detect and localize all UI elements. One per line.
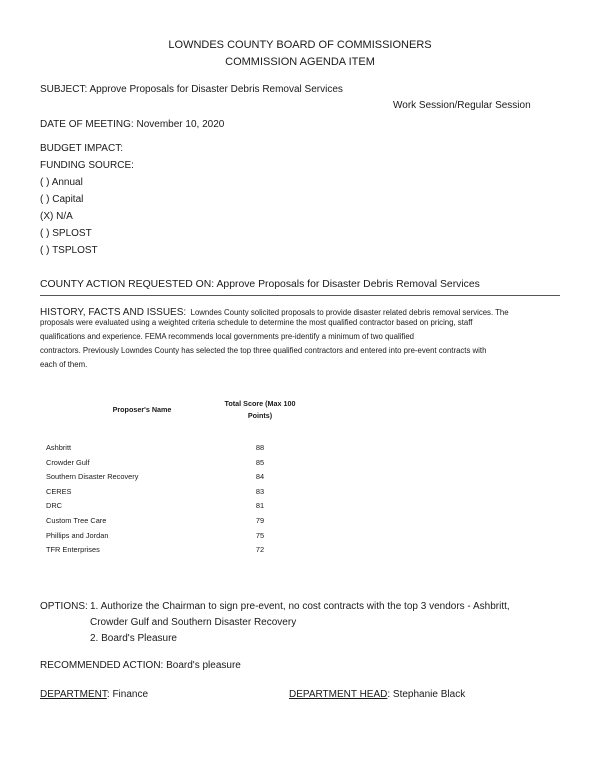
checkbox-mark: ( ) — [40, 228, 50, 239]
department-head-label: DEPARTMENT HEAD — [289, 689, 388, 700]
meeting-date-value: November 10, 2020 — [136, 119, 225, 130]
funding-source-label: FUNDING SOURCE: — [40, 160, 134, 171]
department-head-value: Stephanie Black — [392, 689, 466, 700]
subject-label: SUBJECT: — [40, 84, 88, 95]
options-label: OPTIONS: — [40, 601, 88, 612]
table-header-score-cont: Points) — [247, 411, 273, 420]
county-action-line — [40, 279, 480, 290]
section-divider — [40, 295, 560, 296]
funding-option-capital — [40, 194, 83, 205]
meeting-date-label: DATE OF MEETING: — [40, 119, 134, 130]
table-header-name: Proposer's Name — [112, 405, 172, 414]
table-row — [0, 516, 600, 529]
table-row — [0, 472, 600, 485]
history-line-5: each of them. — [40, 360, 88, 369]
option-1: 1. Authorize the Chairman to sign pre-event, no cost contracts with the top 3 vendors - Ashbritt, — [90, 601, 510, 612]
subject-value: Approve Proposals for Disaster Debris Removal Services — [89, 84, 343, 95]
funding-option-label: TSPLOST — [52, 245, 98, 256]
meeting-date-line — [40, 119, 224, 130]
document-subtitle: COMMISSION AGENDA ITEM — [225, 56, 375, 68]
proposer-name: TFR Enterprises — [46, 545, 100, 554]
proposer-score: 85 — [255, 458, 265, 467]
department-head-line: DEPARTMENT HEAD: Stephanie Black — [289, 689, 466, 700]
table-row — [0, 501, 600, 514]
checkbox-mark: ( ) — [40, 177, 50, 188]
proposer-name: Phillips and Jordan — [46, 531, 109, 540]
subject-line — [40, 84, 343, 95]
table-row — [0, 531, 600, 544]
proposer-score: 79 — [255, 516, 265, 525]
history-line-2: proposals were evaluated using a weighted criteria schedule to determine the most qualified contractor based on pricing, staff — [40, 318, 473, 327]
proposer-name: Crowder Gulf — [46, 458, 90, 467]
proposer-score: 81 — [255, 501, 265, 510]
proposer-name: DRC — [46, 501, 63, 510]
funding-option-label: Annual — [51, 177, 83, 188]
history-text: Lowndes County solicited proposals to provide disaster related debris removal services. The — [190, 308, 509, 317]
checkbox-mark: ( ) — [40, 194, 50, 205]
checkbox-mark-checked: (X) — [40, 211, 54, 222]
history-label: HISTORY, FACTS AND ISSUES: — [40, 307, 187, 318]
funding-option-label: Capital — [52, 194, 84, 205]
recommended-action-label: RECOMMENDED ACTION: — [40, 660, 164, 671]
funding-option-splost — [40, 228, 92, 239]
history-line-4: contractors. Previously Lowndes County has selected the top three qualified contractors and entered into pre-event contracts with — [40, 346, 487, 355]
department-label: DEPARTMENT — [40, 689, 107, 700]
proposer-score: 72 — [255, 545, 265, 554]
option-2: 2. Board's Pleasure — [90, 633, 177, 644]
table-row — [0, 458, 600, 471]
proposer-name: Ashbritt — [46, 443, 72, 452]
funding-option-label: N/A — [56, 211, 73, 222]
department-line: DEPARTMENT: Finance — [40, 689, 149, 700]
recommended-action-value: Board's pleasure — [166, 660, 241, 671]
proposer-score: 75 — [255, 531, 265, 540]
table-header-score: Total Score (Max 100 — [224, 399, 296, 408]
county-action-label: COUNTY ACTION REQUESTED ON: — [40, 279, 215, 290]
checkbox-mark: ( ) — [40, 245, 50, 256]
proposer-name: Southern Disaster Recovery — [46, 472, 139, 481]
recommended-action-line — [40, 660, 241, 671]
proposer-score: 84 — [255, 472, 265, 481]
funding-option-annual — [40, 177, 83, 188]
proposer-score: 83 — [255, 487, 265, 496]
option-1-cont: Crowder Gulf and Southern Disaster Recovery — [90, 617, 297, 628]
session-type: Work Session/Regular Session — [393, 100, 531, 111]
table-row — [0, 545, 600, 558]
proposer-score: 88 — [255, 443, 265, 452]
history-line-3: qualifications and experience. FEMA recommends local governments pre-identify a minimum of two qualified — [40, 332, 414, 341]
table-row — [0, 487, 600, 500]
county-action-value: Approve Proposals for Disaster Debris Removal Services — [216, 279, 480, 290]
budget-impact-label: BUDGET IMPACT: — [40, 143, 123, 154]
document-title: LOWNDES COUNTY BOARD OF COMMISSIONERS — [168, 39, 432, 51]
funding-option-label: SPLOST — [52, 228, 92, 239]
funding-option-na — [40, 211, 73, 222]
proposer-name: CERES — [46, 487, 72, 496]
department-value: Finance — [112, 689, 149, 700]
funding-option-tsplost — [40, 245, 98, 256]
table-row — [0, 443, 600, 456]
proposer-name: Custom Tree Care — [46, 516, 107, 525]
